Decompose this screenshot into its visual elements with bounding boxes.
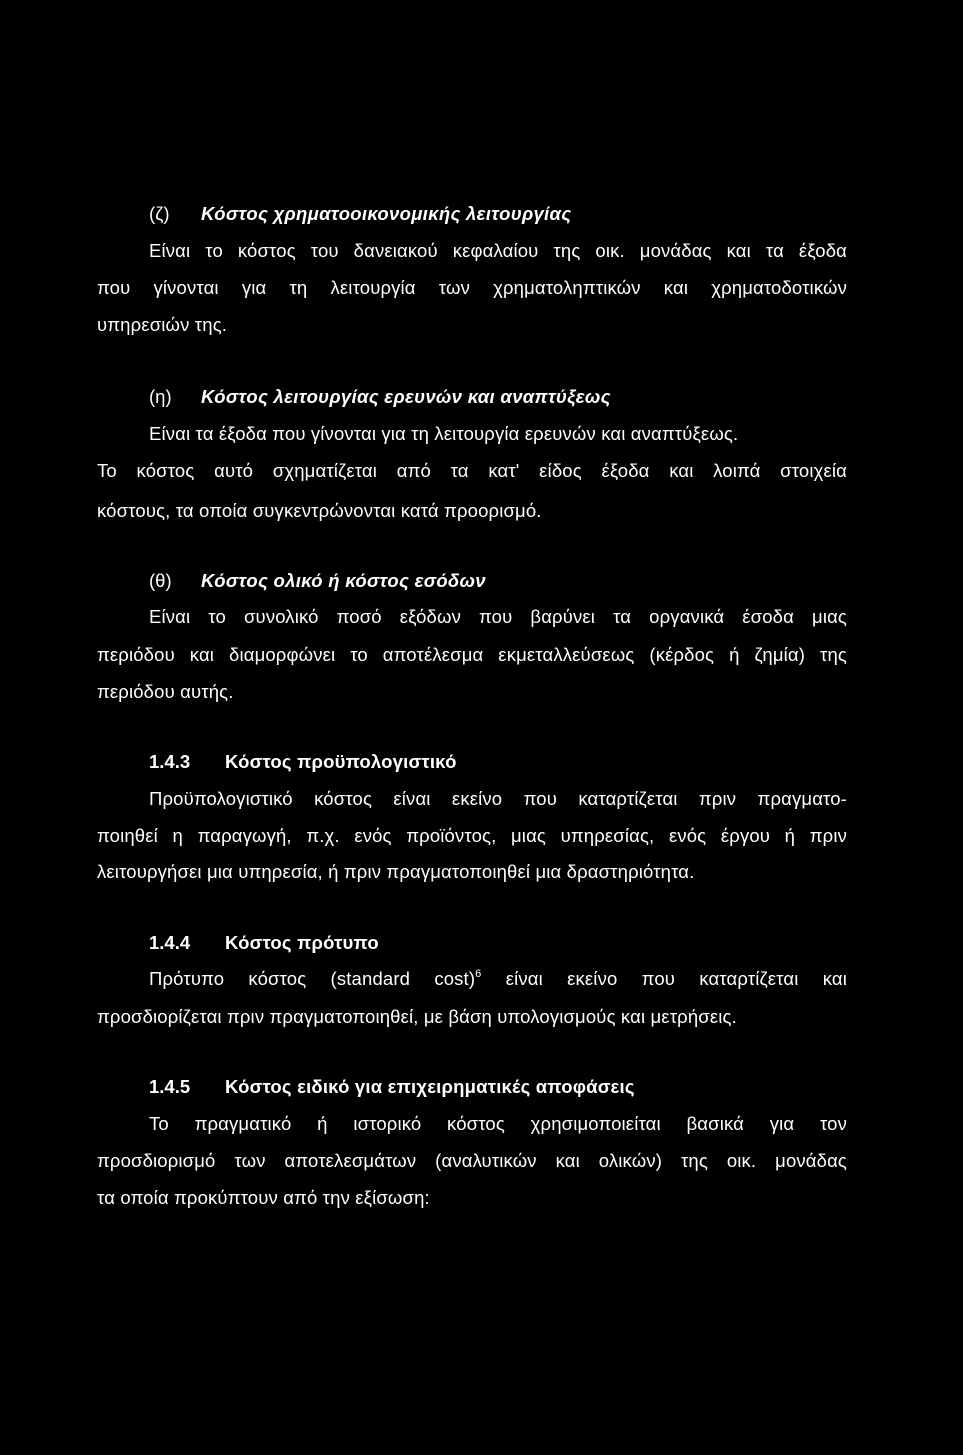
- paragraph-line: προσδιορίζεται πριν πραγματοποιηθεί, με βάση υπολογισμούς και μετρήσεις.: [97, 1006, 737, 1027]
- section-heading: [149, 203, 571, 225]
- section-title: Κόστος ολικό ή κόστος εσόδων: [201, 570, 486, 591]
- section-number: 1.4.5: [149, 1076, 191, 1097]
- paragraph-line: λειτουργήσει μια υπηρεσία, ή πριν πραγματοποιηθεί μια δραστηριότητα.: [97, 861, 695, 882]
- paragraph-line: περιόδου αυτής.: [97, 681, 234, 702]
- section-marker: (ζ): [149, 203, 170, 224]
- section-title: Κόστος πρότυπο: [225, 932, 379, 953]
- paragraph-line: που γίνονται για τη λειτουργία των χρηματοληπτικών και χρηματοδοτικών: [97, 277, 847, 298]
- paragraph-line: Είναι τα έξοδα που γίνονται για τη λειτουργία ερευνών και αναπτύξεως.: [149, 423, 739, 444]
- paragraph-line: προσδιορισμό των αποτελεσμάτων (αναλυτικών και ολικών) της οικ. μονάδας: [97, 1150, 847, 1171]
- section-title: Κόστος χρηματοοικονομικής λειτουργίας: [201, 203, 572, 224]
- section-title: Κόστος προϋπολογιστικό: [225, 751, 457, 772]
- section-heading: [149, 751, 457, 773]
- section-heading: [149, 932, 379, 954]
- paragraph-line: κόστους, τα οποία συγκεντρώνονται κατά προορισμό.: [97, 500, 542, 521]
- paragraph-line: υπηρεσιών της.: [97, 314, 228, 335]
- paragraph-line: περιόδου και διαμορφώνει το αποτέλεσμα εκμεταλλεύσεως (κέρδος ή ζημία) της: [97, 644, 847, 665]
- section-heading: [149, 1076, 635, 1098]
- paragraph-line: Είναι το συνολικό ποσό εξόδων που βαρύνει τα οργανικά έσοδα μιας: [149, 606, 847, 627]
- paragraph-line: [149, 968, 847, 990]
- footnote-marker: 6: [475, 967, 482, 980]
- paragraph-text: είναι εκείνο που καταρτίζεται και: [505, 968, 847, 989]
- section-marker: (θ): [149, 570, 172, 591]
- section-heading: [149, 386, 611, 408]
- section-title: Κόστος ειδικό για επιχειρηματικές αποφάσεις: [225, 1076, 635, 1097]
- term-text: Πρότυπο κόστος (standard cost): [149, 968, 476, 989]
- section-number: 1.4.4: [149, 932, 191, 953]
- paragraph-line: Το πραγματικό ή ιστορικό κόστος χρησιμοποιείται βασικά για τον: [149, 1113, 847, 1134]
- paragraph-line: Το κόστος αυτό σχηματίζεται από τα κατ' είδος έξοδα και λοιπά στοιχεία: [97, 460, 847, 481]
- section-title: Κόστος λειτουργίας ερευνών και αναπτύξεως: [201, 386, 611, 407]
- paragraph-line: Προϋπολογιστικό κόστος είναι εκείνο που καταρτίζεται πριν πραγματο-: [149, 788, 847, 809]
- paragraph-line: τα οποία προκύπτουν από την εξίσωση:: [97, 1187, 430, 1208]
- paragraph-line: ποιηθεί η παραγωγή, π.χ. ενός προϊόντος, μιας υπηρεσίας, ενός έργου ή πριν: [97, 825, 847, 846]
- paragraph-line: Είναι το κόστος του δανειακού κεφαλαίου της οικ. μονάδας και τα έξοδα: [149, 240, 847, 261]
- section-marker: (η): [149, 386, 172, 407]
- section-number: 1.4.3: [149, 751, 191, 772]
- section-heading: [149, 570, 486, 592]
